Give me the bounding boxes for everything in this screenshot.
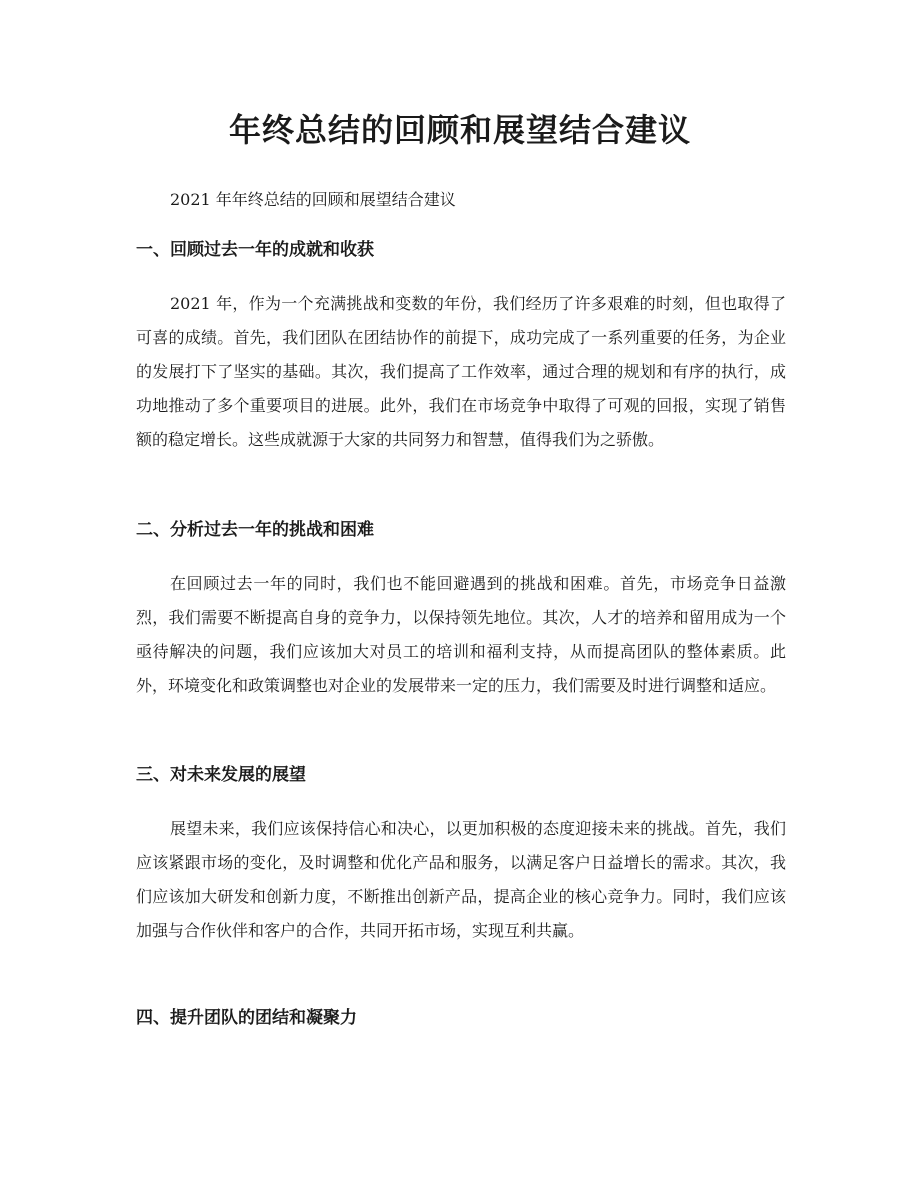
section-body-challenges: 在回顾过去一年的同时，我们也不能回避遇到的挑战和困难。首先，市场竞争日益激烈，我们需要不断提高自身的竞争力，以保持领先地位。其次，人才的培养和留用成为一个亟待解决的问题，我们应该加大对员工的培训和福利支持，从而提高团队的整体素质。此外，环境变化和政策调整也对企业的发展带来一定的压力，我们需要及时进行调整和适应。 <box>136 574 786 695</box>
section-body-review: 2021 年，作为一个充满挑战和变数的年份，我们经历了许多艰难的时刻，但也取得了可喜的成绩。首先，我们团队在团结协作的前提下，成功完成了一系列重要的任务，为企业的发展打下了坚实的基础。其次，我们提高了工作效率，通过合理的规划和有序的执行，成功地推动了多个重要项目的进展。此外，我们在市场竞争中取得了可观的回报，实现了销售额的稳定增长。这些成就源于大家的共同努力和智慧，值得我们为之骄傲。 <box>136 294 786 449</box>
document-subtitle: 2021 年年终总结的回顾和展望结合建议 <box>170 190 456 209</box>
section-heading-outlook: 三、对未来发展的展望 <box>136 765 306 785</box>
section-heading-challenges: 二、分析过去一年的挑战和困难 <box>136 520 374 540</box>
document-title: 年终总结的回顾和展望结合建议 <box>228 111 691 149</box>
section-heading-teamwork: 四、提升团队的团结和凝聚力 <box>136 1008 357 1028</box>
section-body-outlook: 展望未来，我们应该保持信心和决心，以更加积极的态度迎接未来的挑战。首先，我们应该紧跟市场的变化，及时调整和优化产品和服务，以满足客户日益增长的需求。其次，我们应该加大研发和创新力度，不断推出创新产品，提高企业的核心竞争力。同时，我们应该加强与合作伙伴和客户的合作，共同开拓市场，实现互利共赢。 <box>136 819 786 940</box>
section-heading-review: 一、回顾过去一年的成就和收获 <box>136 240 374 260</box>
